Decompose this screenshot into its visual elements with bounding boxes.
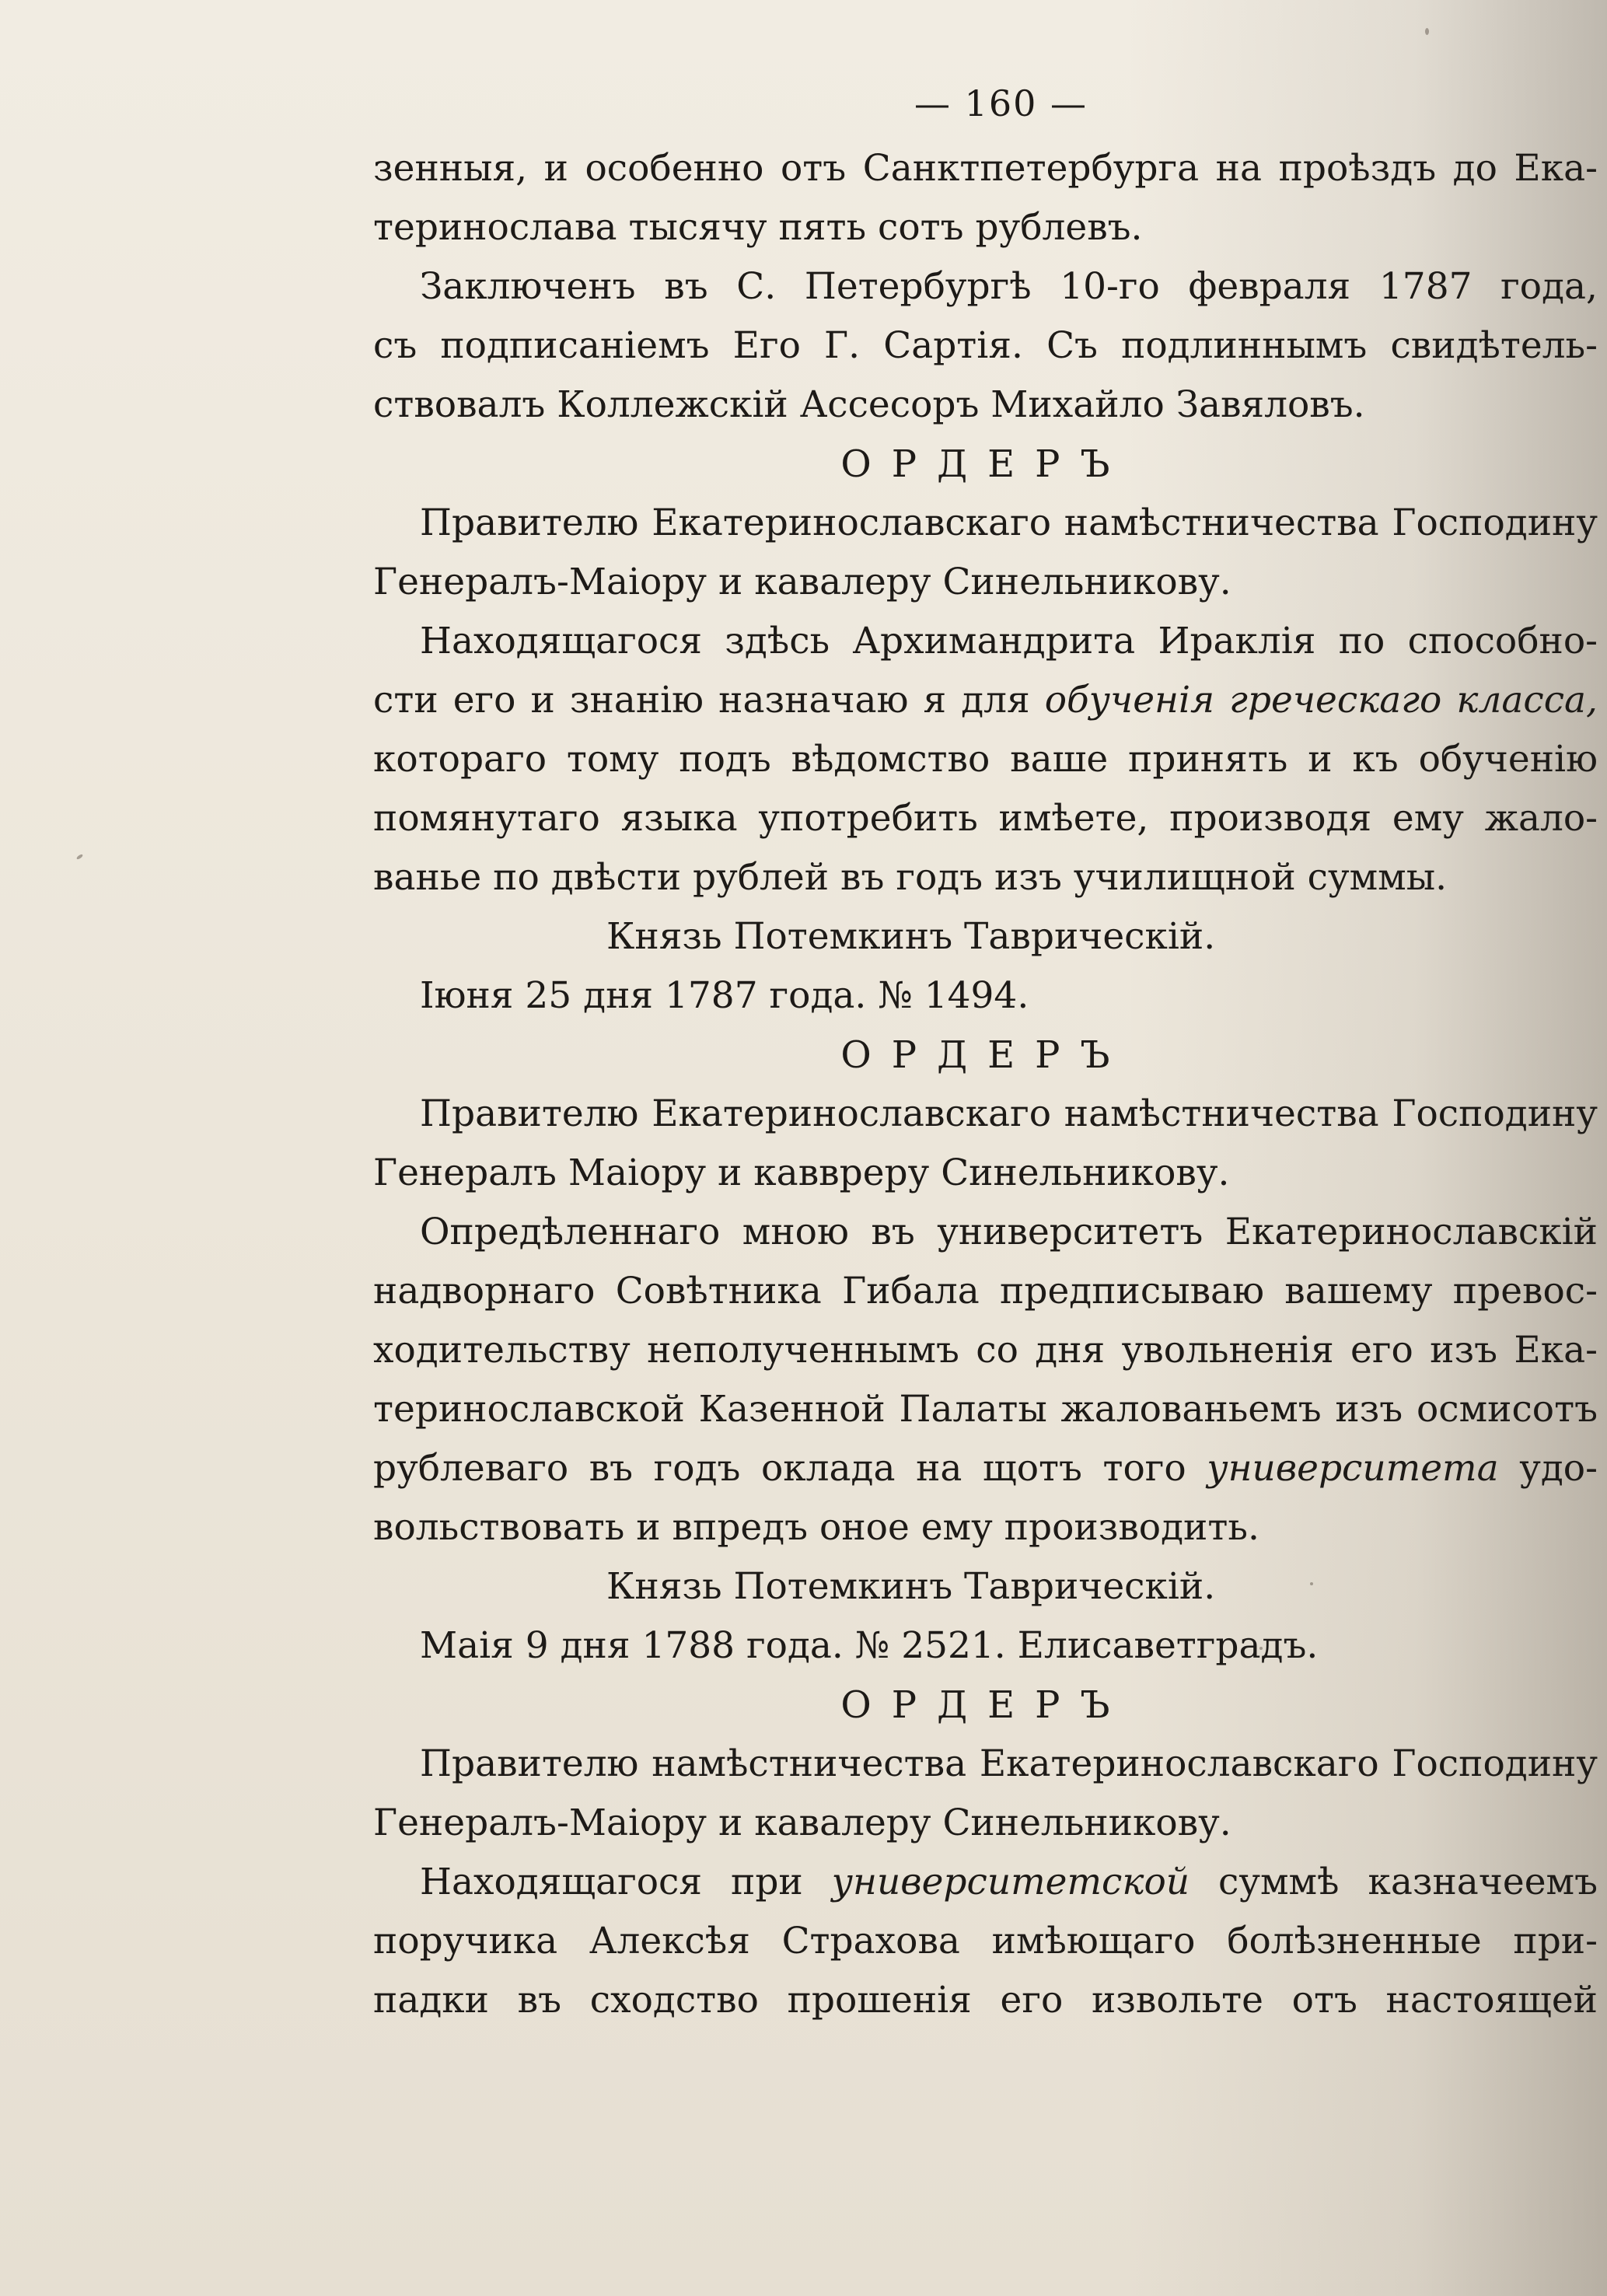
text-line: падки въ сходство прошенія его извольте отъ настоящей	[373, 1979, 1598, 2022]
date-line: Іюня 25 дня 1787 года. № 1494.	[420, 974, 1029, 1017]
text-line: теринослава тысячу пять сотъ рублевъ.	[373, 206, 1143, 249]
document-text	[373, 74, 1598, 2030]
text-line: Находящагося здѣсь Архимандрита Ираклія по способно-	[420, 620, 1598, 662]
text-line: надворнаго Совѣтника Гибала предписываю вашему превос-	[373, 1270, 1598, 1312]
text-line	[373, 671, 1598, 730]
text-line: вольствовать и впредъ оное ему производить.	[373, 1506, 1259, 1549]
text-span: Находящагося при	[420, 1861, 832, 1903]
text-span: рублеваго въ годъ оклада на щотъ того	[373, 1447, 1207, 1490]
text-span: суммѣ казначеемъ	[1190, 1861, 1598, 1903]
text-span: сти его и знанію назначаю я для	[373, 679, 1045, 722]
text-line	[373, 1439, 1598, 1498]
text-line: Заключенъ въ С. Петербургѣ 10-го февраля 1787 года,	[420, 265, 1598, 308]
signature-line: Князь Потемкинъ Таврическій.	[606, 1565, 1216, 1608]
text-span: удо-	[1498, 1447, 1598, 1490]
text-line: зенныя, и особенно отъ Санктпетербурга на проѣздъ до Ека-	[373, 147, 1598, 190]
text-line: ствовалъ Коллежскій Ассесоръ Михайло Завяловъ.	[373, 383, 1365, 426]
paper-speck	[76, 854, 84, 860]
order-heading: ОРДЕРЪ	[840, 442, 1130, 486]
text-line: Правителю намѣстничества Екатеринославскаго Господину	[420, 1742, 1598, 1785]
date-line: Маія 9 дня 1788 года. № 2521. Елисаветградъ.	[420, 1624, 1319, 1667]
page-number: — 160 —	[914, 82, 1088, 124]
text-line	[373, 1853, 1598, 1912]
italic-text-span: университетской	[831, 1861, 1190, 1903]
text-line: Опредѣленнаго мною въ университетъ Екатеринославскій	[420, 1211, 1598, 1253]
text-line: Генералъ-Маіору и кавалеру Синельникову.	[373, 1802, 1231, 1844]
text-line: теринославской Казенной Палаты жалованьемъ изъ осмисотъ	[373, 1388, 1598, 1431]
paper-speck	[1425, 28, 1429, 35]
text-line: ванье по двѣсти рублей въ годъ изъ училищной суммы.	[373, 856, 1448, 899]
italic-text-span: университета	[1207, 1447, 1499, 1490]
text-line: ходительству неполученнымъ со дня увольненія его изъ Ека-	[373, 1329, 1598, 1372]
italic-text-span: обученія греческаго класса,	[1044, 679, 1598, 722]
text-line: помянутаго языка употребить имѣете, производя ему жало-	[373, 797, 1598, 840]
text-line: съ подписаніемъ Его Г. Сартія. Съ подлиннымъ свидѣтель-	[373, 324, 1598, 367]
text-line: Правителю Екатеринославскаго намѣстничества Господину	[420, 1092, 1598, 1135]
text-line: Генералъ-Маіору и кавалеру Синельникову.	[373, 561, 1231, 603]
text-line: поручика Алексѣя Страхова имѣющаго болѣзненные при-	[373, 1920, 1598, 1962]
text-line: Правителю Екатеринославскаго намѣстничества Господину	[420, 501, 1598, 544]
order-heading: ОРДЕРЪ	[840, 1033, 1130, 1077]
text-line: котораго тому подъ вѣдомство ваше принять и къ обученію	[373, 738, 1598, 781]
text-line: Генералъ Маіору и каввреру Синельникову.	[373, 1151, 1230, 1194]
order-heading: ОРДЕРЪ	[840, 1683, 1130, 1727]
signature-line: Князь Потемкинъ Таврическій.	[606, 915, 1216, 958]
